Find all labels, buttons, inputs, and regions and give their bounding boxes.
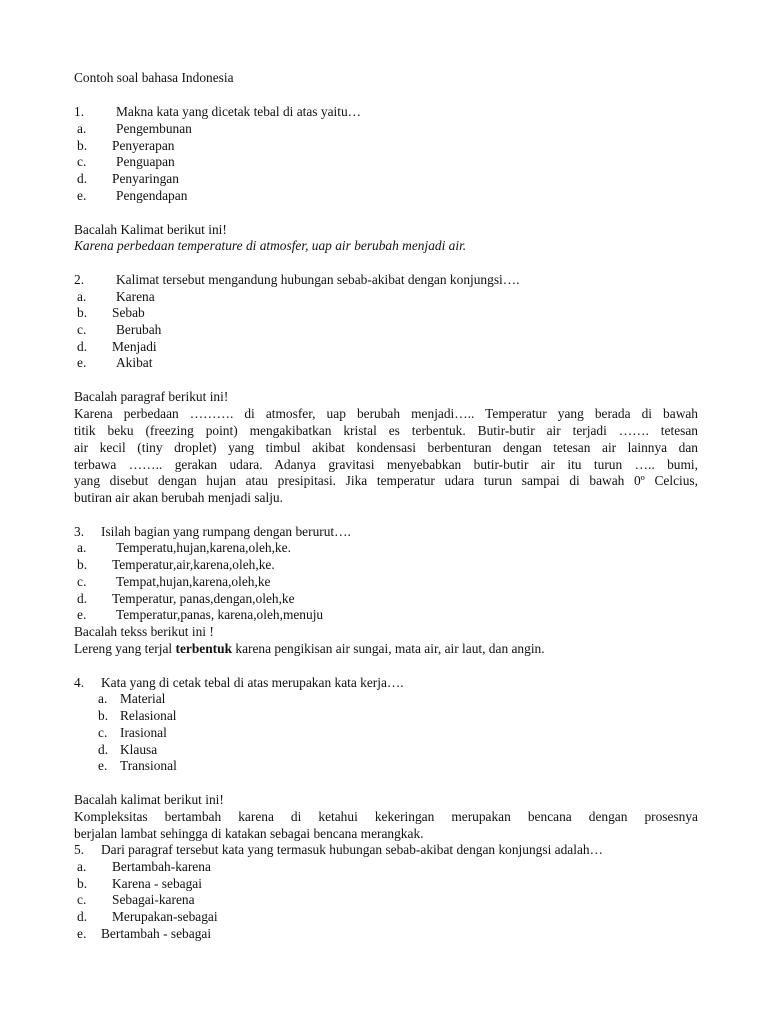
paragraph-line-5: yang disebut dengan hujan atau presipitasi. Jika temperatur udara turun sampai di bawah 0º Celcius, [74, 473, 698, 488]
paragraph-line-4: terbawa …….. gerakan udara. Adanya gravitasi menyebabkan butir-butir air itu turun ….. bumi, [74, 457, 698, 472]
question-5-text: Dari paragraf tersebut kata yang termasuk hubungan sebab-akibat dengan konjungsi adalah… [101, 842, 603, 857]
question-2-text: Kalimat tersebut mengandung hubungan sebab-akibat dengan konjungsi…. [116, 272, 520, 287]
question-2-number: 2. [74, 272, 85, 287]
instruction-heading-3: Bacalah paragraf berikut ini! [74, 389, 229, 404]
question-5-number: 5. [74, 842, 85, 857]
question-1-number: 1. [74, 104, 85, 119]
document-title: Contoh soal bahasa Indonesia [74, 70, 234, 85]
paragraph-line-3: air kecil (tiny droplet) yang timbul akibat kondensasi berbenturan dengan tetesan air lainnya dan [74, 440, 698, 455]
instruction-heading-4: Bacalah tekss berikut ini ! [74, 624, 214, 639]
sentence-line-1: Kompleksitas bertambah karena di ketahui kekeringan merupakan bencana dengan prosesnya [74, 809, 698, 824]
question-3-number: 3. [74, 524, 85, 539]
question-3-text: Isilah bagian yang rumpang dengan berurut…. [101, 524, 351, 539]
italic-sentence: Karena perbedaan temperature di atmosfer, uap air berubah menjadi air. [74, 238, 467, 253]
document-page: Contoh soal bahasa Indonesia 1. Makna kata yang dicetak tebal di atas yaitu… a. Pengembunan b. Penyerapan c. Penguapan d. Penyaringan e. Pengendapan Bacalah Kalimat berikut ini! Karena perbedaan temperature di atmosfer, uap air berubah menjadi air. 2. Kalimat tersebut mengandung hubungan sebab-akibat dengan konjungsi…. a. Karena b. Sebab c. Berubah d. Menjadi e. Akibat Bacalah paragraf berikut ini! Karena perbedaan ………. di atmosfer, uap berubah menjadi….. Temperatur yang berada di bawah titik beku (freezing point) mengakibatkan kristal es terbentuk. Butir-butir air terjadi ……. tetesan air kecil (tiny droplet) yang timbul akibat kondensasi berbenturan dengan tetesan air lainnya dan terbawa …….. gerakan udara. Adanya gravitasi menyebabkan butir-butir air itu turun ….. bumi, yang disebut dengan hujan atau presipitasi. Jika temperatur udara turun sampai di bawah 0º Celcius, butiran air akan berubah menjadi salju. 3. Isilah bagian yang rumpang dengan berurut…. a. Temperatu,hujan,karena,oleh,ke. b. Temperatur,air,karena,oleh,ke. c. Tempat,hujan,karena,oleh,ke d. Temperatur, panas,dengan,oleh,ke e. Temperatur,panas, karena,oleh,menuju Bacalah tekss berikut ini ! Lereng yang terjal terbentuk karena pengikisan air sungai, mata air, air laut, dan angin. 4. Kata yang di cetak tebal di atas merupakan kata kerja…. a. Material b. Relasional c. Irasional d. Klausa e. Transional Bacalah kalimat berikut ini! Kompleksitas bertambah karena di ketahui kekeringan merupakan bencana dengan prosesnya berjalan lambat sehingga di katakan sebagai bencana merangkak. 5. Dari paragraf tersebut kata yang termasuk hubungan sebab-akibat dengan konjungsi adalah… a. Bertambah-karena b. Karena - sebagai c. Sebagai-karena d. Merupakan-sebagai e. Bertambah - sebagai [74, 70, 698, 941]
instruction-heading-5: Bacalah kalimat berikut ini! [74, 792, 224, 807]
paragraph-line-2: titik beku (freezing point) mengakibatkan kristal es terbentuk. Butir-butir air terjadi ……. tetesan [74, 423, 698, 438]
paragraph-line-1: Karena perbedaan ………. di atmosfer, uap berubah menjadi….. Temperatur yang berada di bawah [74, 406, 698, 421]
paragraph-line-6: butiran air akan berubah menjadi salju. [74, 490, 283, 505]
text-with-bold-word: Lereng yang terjal terbentuk karena pengikisan air sungai, mata air, air laut, dan angin. [74, 641, 545, 656]
sentence-line-2: berjalan lambat sehingga di katakan sebagai bencana merangkak. [74, 826, 424, 841]
question-4-number: 4. [74, 675, 85, 690]
bold-word: terbentuk [175, 641, 233, 656]
instruction-heading-2: Bacalah Kalimat berikut ini! [74, 222, 227, 237]
question-4-text: Kata yang di cetak tebal di atas merupakan kata kerja…. [101, 675, 404, 690]
question-1-text: Makna kata yang dicetak tebal di atas yaitu… [116, 104, 362, 119]
